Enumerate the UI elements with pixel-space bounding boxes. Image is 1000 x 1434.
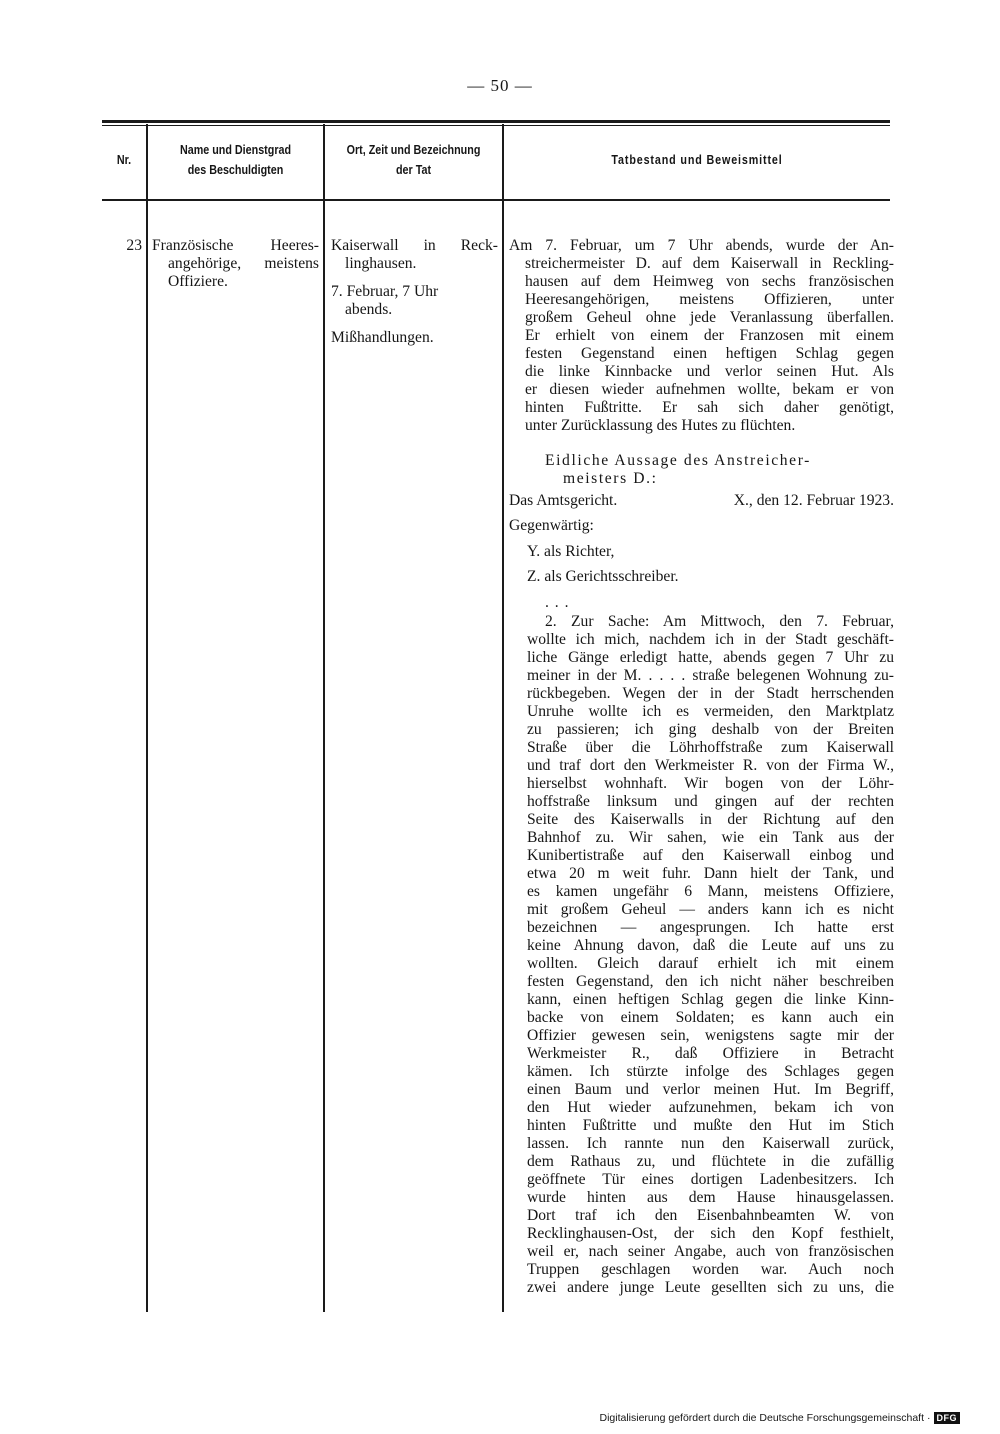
- testimony-line: den Hut wieder aufzunehmen, bekam ich von: [527, 1099, 894, 1116]
- date-line: 7. Februar, 7 Uhr: [331, 283, 439, 300]
- summary-line: hinten Fußtritte. Er sah sich daher genötigt,: [525, 399, 894, 416]
- testimony-line: es kamen ungefähr 6 Mann, meistens Offiziere,: [527, 883, 894, 900]
- testimony-line: Dort traf ich den Eisenbahnbeamten W. von: [527, 1207, 894, 1224]
- testimony-line: wollte ich mich, nachdem ich in der Stadt geschäft-: [527, 631, 894, 648]
- place-line: linghausen.: [345, 255, 417, 272]
- summary-line: großem Geheul ohne jede Veranlassung überfallen.: [525, 309, 894, 326]
- table-top-rule-thin: [102, 125, 890, 126]
- testimony-line: dem Rathaus zu, und flüchtete in die zufällig: [527, 1153, 894, 1170]
- offense-label: Mißhandlungen.: [331, 329, 434, 346]
- column-divider-3: [502, 124, 504, 1312]
- table-top-rule: [102, 120, 890, 123]
- testimony-line: geöffnete Tür eines dortigen Ladenbesitzers. Ich: [527, 1171, 894, 1188]
- testimony-line: hoffstraße linksum und gingen auf der rechten: [527, 793, 894, 810]
- testimony-heading-line: Eidliche Aussage des Anstreicher-: [545, 452, 811, 469]
- footer-text: Digitalisierung gefördert durch die Deutsche Forschungsgemeinschaft: [599, 1412, 924, 1424]
- testimony-line: festen Gegenstand, den ich nicht näher beschreiben: [527, 973, 894, 990]
- testimony-line: 2. Zur Sache: Am Mittwoch, den 7. Februar,: [545, 613, 894, 630]
- accused-cell: [152, 237, 319, 291]
- court-line: [509, 492, 894, 510]
- testimony-line: zwei andere junge Leute gesellten sich zu uns, die: [527, 1279, 894, 1296]
- header-ort-line2: der Tat: [395, 163, 432, 177]
- testimony-line: Recklinghausen-Ost, der sich den Kopf festhielt,: [527, 1225, 894, 1242]
- ellipsis: . . .: [545, 594, 570, 611]
- summary-line: Er erhielt von einem der Franzosen mit einem: [525, 327, 894, 344]
- testimony-line: wollten. Gleich darauf erhielt ich mit einem: [527, 955, 894, 972]
- header-ort: [337, 140, 489, 180]
- testimony-line: Straße über die Löhrhoffstraße zum Kaiserwall: [527, 739, 894, 756]
- row-number: 23: [126, 237, 142, 254]
- digitization-footer: [599, 1412, 960, 1424]
- header-name-line2: des Beschuldigten: [187, 163, 284, 177]
- testimony-line: keine Ahnung davon, daß die Leute auf uns zu: [527, 937, 894, 954]
- testimony-line: weil er, nach seiner Angabe, auch von französischen: [527, 1243, 894, 1260]
- testimony-line: etwa 20 m weit fuhr. Dann hielt der Tank, und: [527, 865, 894, 882]
- header-name-line1: Name und Dienstgrad: [179, 143, 292, 157]
- court-date: X., den 12. Februar 1923.: [733, 492, 894, 509]
- summary-line: streichermeister D. auf dem Kaiserwall in Reckling-: [525, 255, 894, 272]
- testimony-line: kämen. Ich stürzte infolge des Schlages gegen: [527, 1063, 894, 1080]
- dfg-logo: DFG: [934, 1412, 961, 1424]
- summary-line: er diesen wieder aufnehmen wollte, bekam er von: [525, 381, 894, 398]
- testimony-line: Seite des Kaiserwalls in der Richtung auf den: [527, 811, 894, 828]
- accused-line: angehörige, meistens: [168, 255, 319, 272]
- summary-paragraph: [509, 237, 894, 435]
- testimony-line: zu passieren; ich ging deshalb von der Breiten: [527, 721, 894, 738]
- judge-line: Y. als Richter,: [527, 543, 615, 560]
- summary-line: festen Gegenstand einen heftigen Schlag gegen: [525, 345, 894, 362]
- summary-line: Am 7. Februar, um 7 Uhr abends, wurde der An-: [509, 237, 894, 254]
- testimony-line: wurde hinten aus dem Hause hinausgelassen.: [527, 1189, 894, 1206]
- testimony-line: Offizier gewesen sein, wenigstens sagte mir der: [527, 1027, 894, 1044]
- header-name: [160, 140, 311, 180]
- summary-line: die linke Kinnbacke und verlor seinen Hut. Als: [525, 363, 894, 380]
- testimony-line: rückbegeben. Wegen der in der Stadt herrschenden: [527, 685, 894, 702]
- header-tatbestand: Tatbestand und Beweismittel: [611, 153, 783, 167]
- court-name: Das Amtsgericht.: [509, 492, 618, 509]
- testimony-line: und traf dort den Werkmeister R. von der Firma W.,: [527, 757, 894, 774]
- testimony-line: Kunibertistraße auf den Kaiserwall einbog und: [527, 847, 894, 864]
- present-label: Gegenwärtig:: [509, 517, 594, 534]
- testimony-heading: [545, 452, 895, 488]
- testimony-paragraph: [527, 613, 894, 1297]
- testimony-line: backe von einem Soldaten; es kann auch ein: [527, 1009, 894, 1026]
- summary-line: hausen auf dem Heimweg von sechs französischen: [525, 273, 894, 290]
- accused-line: Französische Heeres-: [152, 237, 319, 254]
- column-divider-1: [146, 124, 148, 1312]
- header-ort-line1: Ort, Zeit und Bezeichnung: [346, 143, 481, 157]
- testimony-line: meiner in der M. . . . . straße belegenen Wohnung zu-: [527, 667, 894, 684]
- testimony-heading-line: meisters D.:: [563, 470, 658, 487]
- testimony-line: hierselbst wohnhaft. Wir bogen von der Löhr-: [527, 775, 894, 792]
- clerk-line: Z. als Gerichtsschreiber.: [527, 568, 679, 585]
- testimony-line: bezeichnen — angesprungen. Ich hatte erst: [527, 919, 894, 936]
- testimony-line: Truppen geschlagen worden war. Auch noch: [527, 1261, 894, 1278]
- summary-line: unter Zurücklassung des Hutes zu flüchten.: [525, 417, 796, 434]
- page-number: — 50 —: [467, 76, 533, 95]
- place-line: Kaiserwall in Reck-: [331, 237, 498, 254]
- header-bottom-rule: [102, 199, 890, 201]
- date-line: abends.: [345, 301, 393, 318]
- testimony-line: Unruhe wollte ich es vermeiden, den Marktplatz: [527, 703, 894, 720]
- testimony-line: liche Gänge erledigt hatte, abends gegen 7 Uhr zu: [527, 649, 894, 666]
- testimony-line: Werkmeister R., daß Offiziere in Betracht: [527, 1045, 894, 1062]
- header-nr: Nr.: [116, 153, 132, 167]
- testimony-line: lassen. Ich rannte nun den Kaiserwall zurück,: [527, 1135, 894, 1152]
- testimony-line: hinten Fußtritte und mußte den Hut im Stich: [527, 1117, 894, 1134]
- column-divider-2: [323, 124, 325, 1312]
- summary-line: Heeresangehörigen, meistens Offizieren, unter: [525, 291, 894, 308]
- accused-line: Offiziere.: [168, 273, 228, 290]
- testimony-line: Bahnhof zu. Wir sahen, wie ein Tank aus der: [527, 829, 894, 846]
- testimony-line: mit großem Geheul — anders kann ich es nicht: [527, 901, 894, 918]
- testimony-line: einen Baum und verlor meinen Hut. Im Begriff,: [527, 1081, 894, 1098]
- place-time-cell: [331, 237, 498, 347]
- testimony-line: kann, einen heftigen Schlag gegen die linke Kinn-: [527, 991, 894, 1008]
- footer-separator: ·: [927, 1412, 931, 1424]
